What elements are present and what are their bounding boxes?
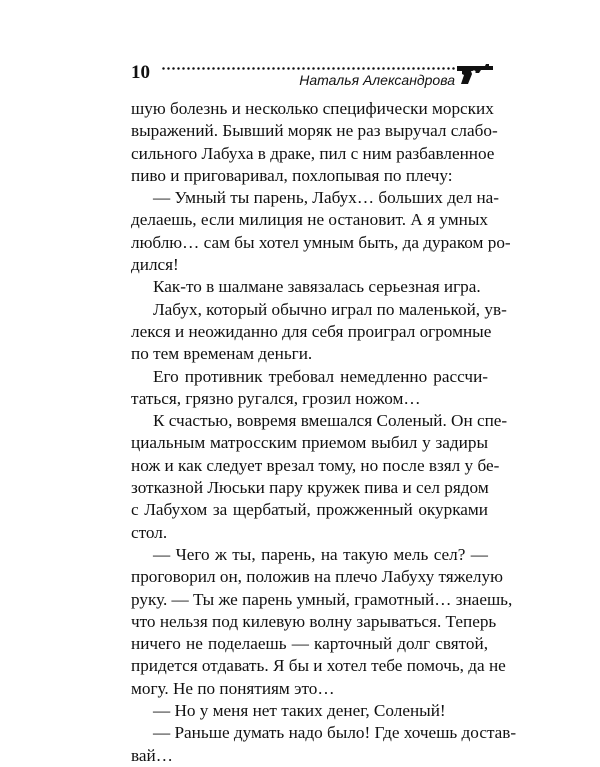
text-line: вай… [131, 745, 173, 765]
text-line: Лабух, который обычно играл по маленькой, ув- [153, 299, 507, 319]
text-line: придется отдавать. Я бы и хотел тебе помочь, да не [131, 656, 506, 676]
text-line: по тем временам деньги. [131, 344, 313, 364]
text-line: — Умный ты парень, Лабух… больших дел на- [153, 188, 499, 208]
text-line: лекся и неожиданно для себя проиграл огромные [131, 321, 492, 341]
paragraph [131, 410, 508, 544]
text-line: пиво и приговаривал, похлопывая по плечу: [131, 165, 453, 185]
text-line: проговорил он, положив на плечо Лабуху тяжелую [131, 567, 503, 587]
text-line: люблю… сам бы хотел умным быть, да дураком ро- [131, 232, 511, 252]
text-line: шую болезнь и несколько специфически морских [131, 99, 494, 118]
paragraph [131, 98, 498, 187]
text-line: нож и как следует врезал тому, но после взял у бе- [131, 455, 500, 475]
text-line: выражений. Бывший моряк не раз выручал слабо- [131, 121, 498, 141]
text-line: могу. Не по понятиям это… [131, 678, 335, 698]
text-line: ничего не поделаешь — карточный долг святой, [131, 634, 488, 654]
text-line: — Чего ж ты, парень, на такую мель сел? — [153, 544, 488, 564]
text-line: дился! [131, 255, 179, 275]
text-line: таться, грязно ругался, грозил ножом… [131, 388, 421, 408]
dotted-leader [161, 67, 483, 70]
running-header [117, 58, 495, 90]
paragraph [131, 299, 507, 366]
text-line: зотказной Люськи пару кружек пива и сел рядом [131, 478, 489, 498]
body-text [131, 98, 517, 767]
text-line: К счастью, вовремя вмешался Соленый. Он спе- [153, 411, 508, 431]
text-line: стол. [131, 522, 168, 542]
author-name: Наталья Александрова [299, 72, 455, 88]
text-line: делаешь, если милиция не остановит. А я умных [131, 210, 488, 230]
text-line: Как-то в шалмане завязалась серьезная игра. [153, 277, 481, 297]
paragraph [131, 700, 488, 722]
text-line: сильного Лабуха в драке, пил с ним разбавленное [131, 143, 495, 163]
text-line: Его противник требовал немедленно рассчи- [153, 366, 488, 386]
paragraph [131, 366, 488, 411]
paragraph [131, 722, 517, 767]
paragraph [131, 276, 488, 298]
text-line: циальным матросским приемом выбил у задиры [131, 433, 488, 453]
text-line: что нельзя под килевую волну зарываться. Теперь [131, 611, 497, 631]
text-line: — Но у меня нет таких денег, Соленый! [153, 701, 446, 721]
text-line: руку. — Ты же парень умный, грамотный… знаешь, [131, 589, 513, 609]
paragraph [131, 544, 513, 700]
page-number: 10 [131, 62, 150, 83]
paragraph [131, 187, 511, 276]
revolver-icon [455, 60, 495, 86]
text-line: с Лабухом за щербатый, прожженный окурками [131, 500, 488, 520]
text-line: — Раньше думать надо было! Где хочешь достав- [153, 723, 517, 743]
